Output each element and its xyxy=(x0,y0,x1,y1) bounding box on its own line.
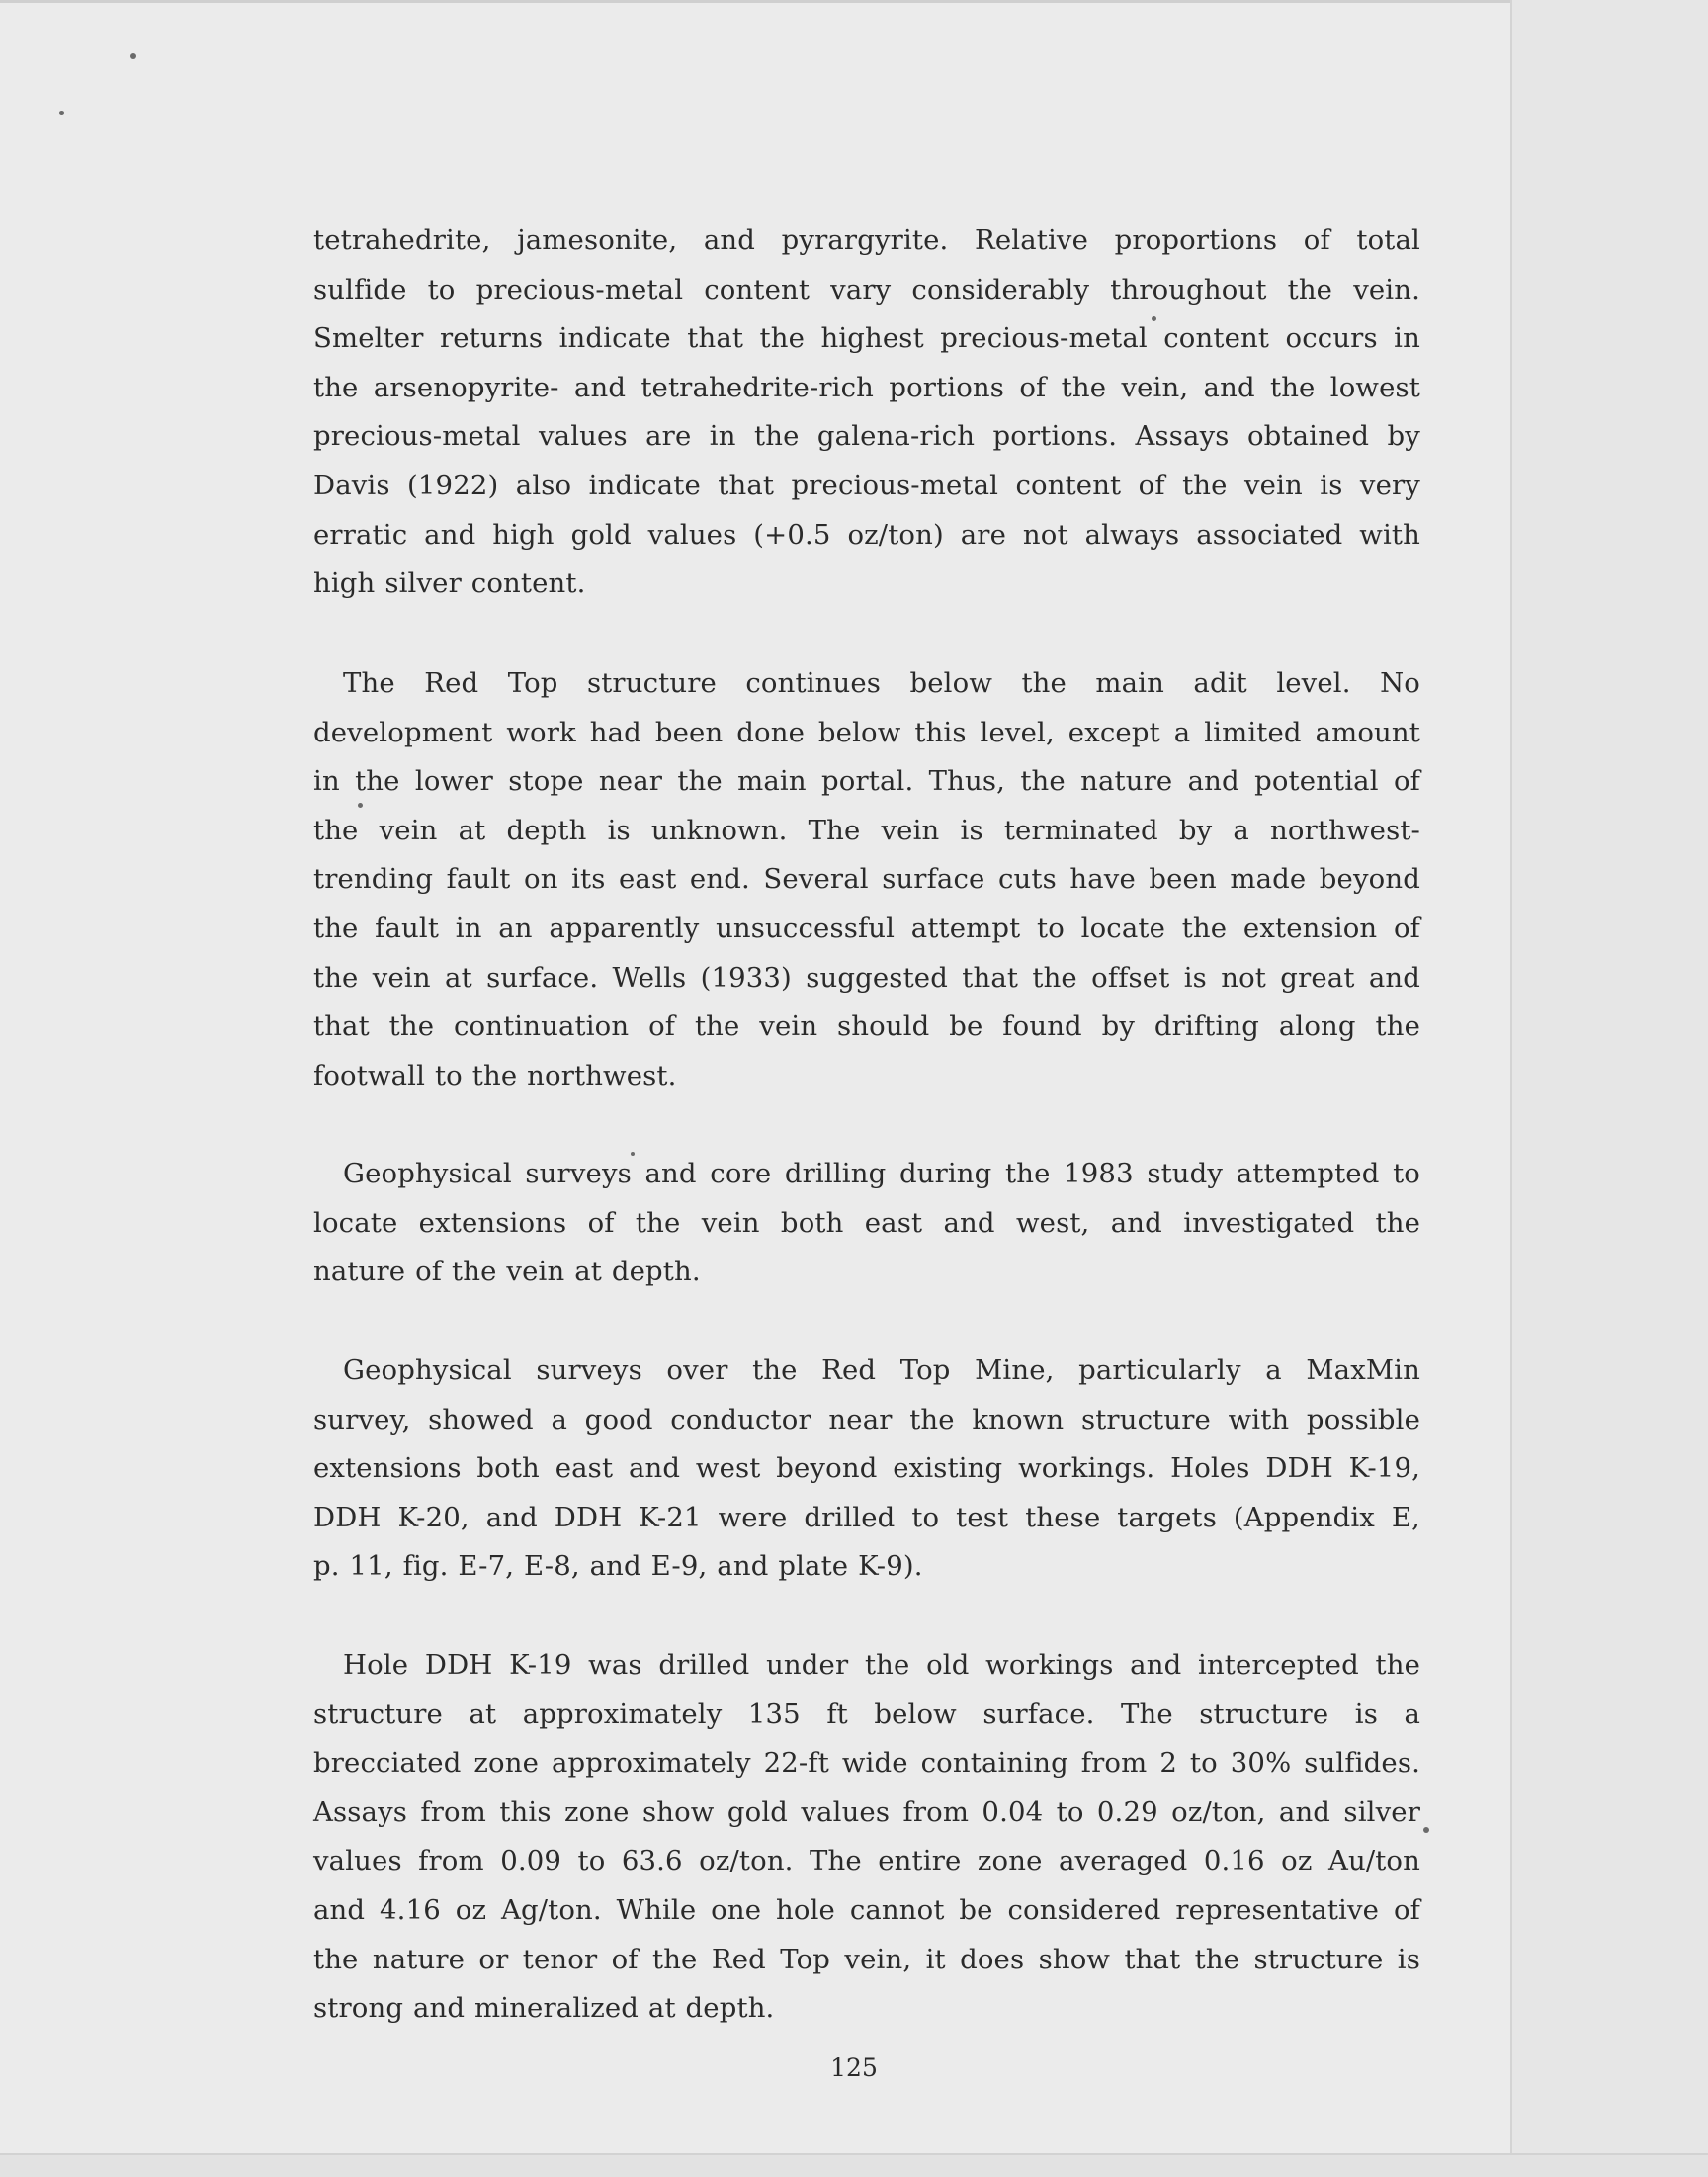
page-right-margin xyxy=(1510,0,1708,2175)
text-line: Smelter returns indicate that the highest precious-metal content occurs in xyxy=(313,322,1420,355)
scan-speck xyxy=(1423,1827,1429,1833)
text-line: Geophysical surveys and core drilling during the 1983 study attempted to xyxy=(343,1158,1420,1189)
paragraph-1 xyxy=(313,217,1420,609)
text-line: the vein at depth is unknown. The vein is terminated by a northwest- xyxy=(313,814,1420,846)
page-number: 125 xyxy=(830,2053,878,2082)
page-top-edge xyxy=(0,0,1708,3)
paragraph-5 xyxy=(313,1641,1420,2034)
text-line: structure at approximately 135 ft below surface. The structure is a xyxy=(313,1698,1420,1730)
paragraph-3 xyxy=(313,1150,1420,1297)
paragraph-4 xyxy=(313,1347,1420,1592)
scan-speck xyxy=(59,111,64,115)
text-line: nature of the vein at depth. xyxy=(313,1256,701,1288)
text-line: the vein at surface. Wells (1933) suggested that the offset is not great and xyxy=(313,961,1420,994)
text-line: brecciated zone approximately 22-ft wide containing from 2 to 30% sulfides. xyxy=(313,1747,1420,1780)
text-line: trending fault on its east end. Several surface cuts have been made beyond xyxy=(313,863,1420,896)
text-line: p. 11, fig. E-7, E-8, and E-9, and plate K-9). xyxy=(313,1550,923,1583)
text-line: DDH K-20, and DDH K-21 were drilled to test these targets (Appendix E, xyxy=(313,1501,1420,1533)
text-line: the fault in an apparently unsuccessful attempt to locate the extension of xyxy=(313,912,1420,944)
text-line: that the continuation of the vein should be found by drifting along the xyxy=(313,1010,1420,1043)
text-line: Assays from this zone show gold values from 0.04 to 0.29 oz/ton, and silver xyxy=(313,1795,1420,1828)
text-line: Hole DDH K-19 was drilled under the old workings and intercepted the xyxy=(343,1649,1420,1681)
page-bottom-edge xyxy=(0,2153,1708,2177)
text-line: and 4.16 oz Ag/ton. While one hole cannot be considered representative of xyxy=(313,1893,1420,1926)
text-line: precious-metal values are in the galena-rich portions. Assays obtained by xyxy=(313,420,1420,453)
text-line: survey, showed a good conductor near the known structure with possible xyxy=(313,1403,1420,1436)
text-line: in the lower stope near the main portal. Thus, the nature and potential of xyxy=(313,765,1420,798)
text-line: The Red Top structure continues below the main adit level. No xyxy=(343,667,1420,699)
text-line: strong and mineralized at depth. xyxy=(313,1992,775,2025)
text-line: Davis (1922) also indicate that precious-metal content of the vein is very xyxy=(313,469,1420,501)
text-line: high silver content. xyxy=(313,567,586,600)
text-line: values from 0.09 to 63.6 oz/ton. The entire zone averaged 0.16 oz Au/ton xyxy=(313,1845,1420,1877)
paragraph-2 xyxy=(313,659,1420,1100)
text-line: locate extensions of the vein both east and west, and investigated the xyxy=(313,1206,1420,1239)
text-line: sulfide to precious-metal content vary considerably throughout the vein. xyxy=(313,273,1420,305)
text-line: development work had been done below this level, except a limited amount xyxy=(313,716,1420,748)
text-line: extensions both east and west beyond existing workings. Holes DDH K-19, xyxy=(313,1452,1420,1485)
text-line: tetrahedrite, jamesonite, and pyrargyrite. Relative proportions of total xyxy=(313,224,1420,256)
text-line: the arsenopyrite- and tetrahedrite-rich portions of the vein, and the lowest xyxy=(313,371,1420,403)
text-line: Geophysical surveys over the Red Top Mine, particularly a MaxMin xyxy=(343,1354,1420,1386)
scan-speck xyxy=(130,53,136,59)
text-line: erratic and high gold values (+0.5 oz/ton) are not always associated with xyxy=(313,518,1420,551)
text-line: footwall to the northwest. xyxy=(313,1059,677,1091)
text-line: the nature or tenor of the Red Top vein, it does show that the structure is xyxy=(313,1943,1420,1975)
